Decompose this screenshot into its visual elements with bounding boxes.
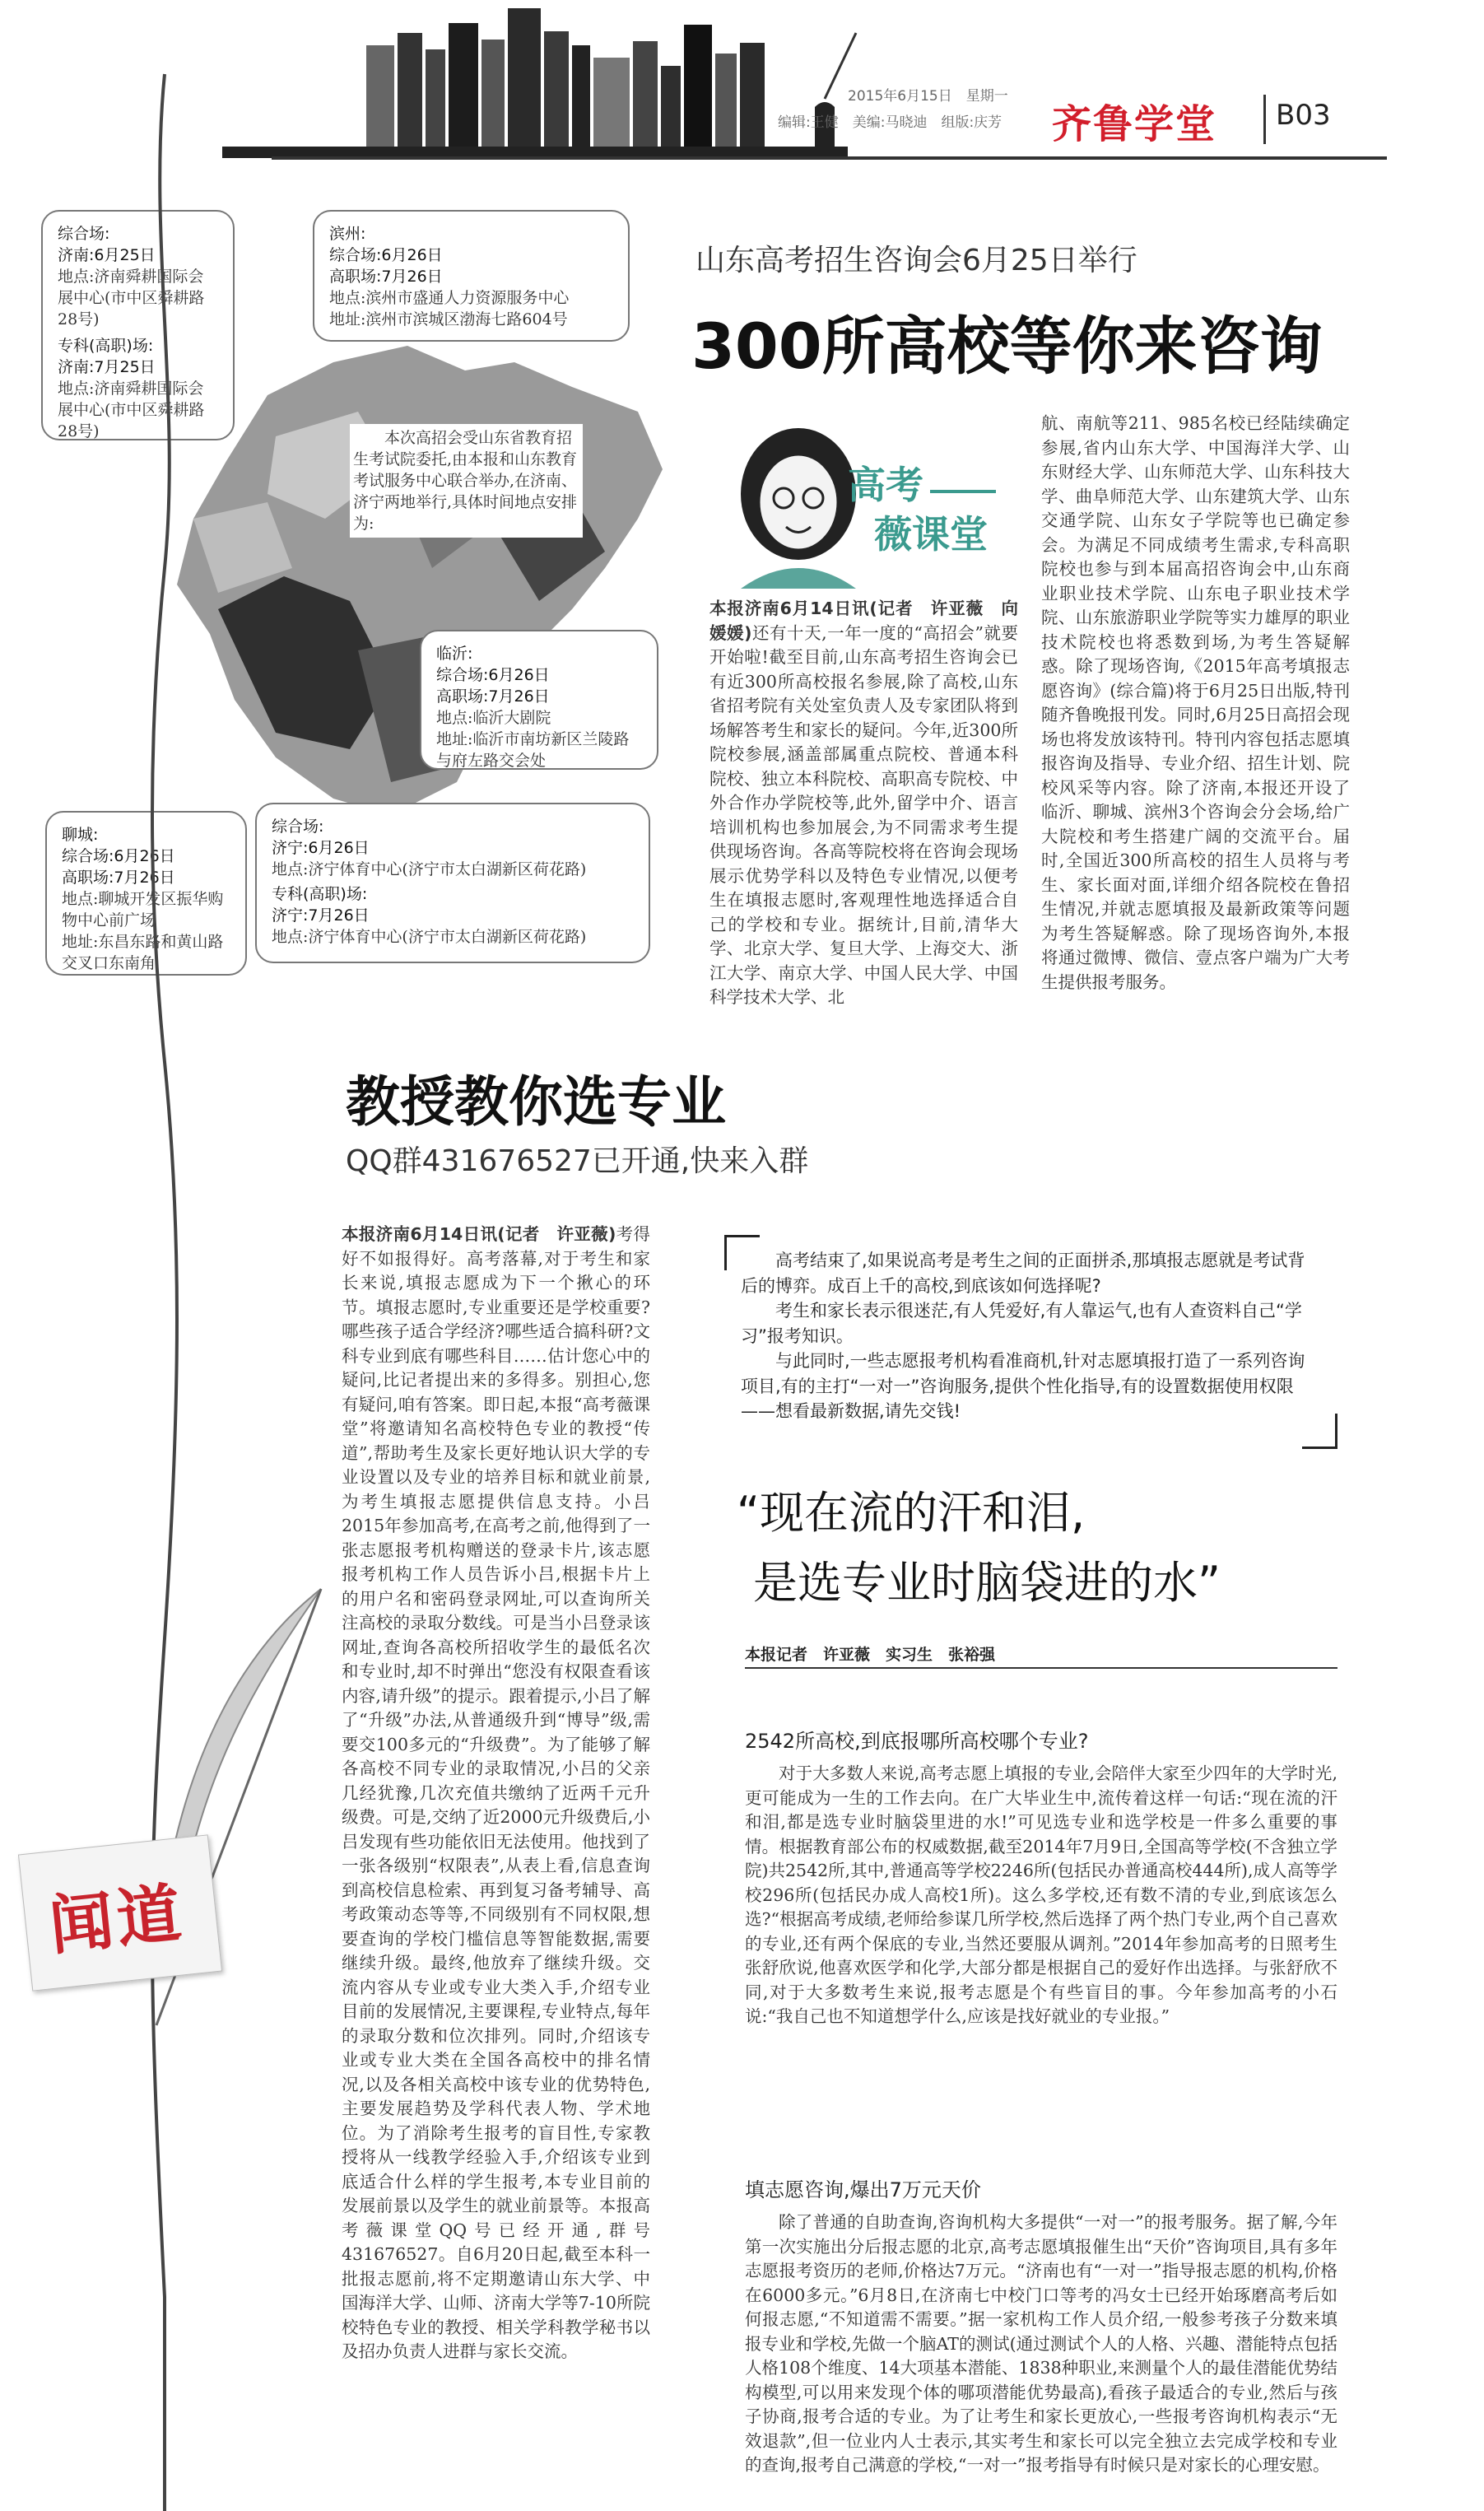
story3-intro-box bbox=[724, 1235, 1337, 1449]
venue-line: 高职场:7月26日 bbox=[62, 869, 175, 887]
story1-col2-text: 航、南航等211、985名校已经陆续确定参展,省内山东大学、中国海洋大学、山东财经大学、山东师范大学、山东科技大学、曲阜师范大学、山东建筑大学、山东交通学院、山东女子学院等也已确定参会。为满足不同成绩考生需求,专科高职院校也参与到本届高招咨询会中,山东商业职业技术学院、山东电子职业技术学院、山东旅游职业学院等实力雄厚的职业技术院校也将悉数到场,为考生答疑解惑。除了现场咨询,《2015年高考填报志愿咨询》(综合篇)将于6月25日出版,特刊随齐鲁晚报刊发。同时,6月25日高招会现场也将发放该特刊。特刊内容包括志愿填报咨询及指导、专业介绍、招生计划、院校风采等内容。除了济南,本报还开设了临沂、聊城、滨州3个咨询会分会场,给广大院校和考生搭建广阔的交流平台。届时,全国近300所高校的招生人员将与考生、家长面对面,详细介绍各院校在鲁招生情况,并就志愿填报及最新政策等问题为考生答疑解惑。除了现场咨询外,本报将通过微博、微信、壹点客户端为广大考生提供报考服务。 bbox=[1041, 413, 1350, 992]
story2-body-text: 考得好不如报得好。高考落幕,对于考生和家长来说,填报志愿成为下一个揪心的环节。填报志愿时,专业重要还是学校重要?哪些孩子适合学经济?哪些适合搞科研?文科专业到底有哪些科目……估计您心中的疑问,比记者提出来的多得多。别担心,您有疑问,咱有答案。即日起,本报“高考薇课堂”将邀请知名高校特色专业的教授“传道”,帮助考生及家长更好地认识大学的专业设置以及专业的培养目标和就业前景,为考生填报志愿提供信息支持。小吕2015年参加高考,在高考之前,他得到了一张志愿报考机构赠送的登录卡片,该志愿报考机构工作人员告诉小吕,根据卡片上的用户名和密码登录网址,可以查询所关注高校的录取分数线。可是当小吕登录该网址,查询各高校所招收学生的最低名次和专业时,却不时弹出“您没有权限查看该内容,请升级”的提示。跟着提示,小吕了解了“升级”办法,从普通级升到“博导”级,需要交100多元的“升级费”。为了能够了解各高校不同专业的录取情况,小吕的父亲几经犹豫,几次充值共缴纳了近两千元升级费。可是,交纳了近2000元升级费后,小吕发现有些功能依旧无法使用。他找到了一张各级别“权限表”,从表上看,信息查询到高校信息检索、再到复习备考辅导、高考政策动态等等,不同级别有不同权限,想要查询的学校门槛信息等智能数据,需要继续升级。最终,他放弃了继续升级。交流内容从专业或专业大类入手,介绍专业目前的发展情况,主要课程,专业特点,每年的录取分数和位次排列。同时,介绍该专业或专业大类在全国各高校中的排名情况,以及各相关高校中该专业的优势特色,主要发展趋势及学科代表人物、学术地位。为了消除考生报考的盲目性,专家教授将从一线教学经验入手,介绍该专业到底适合什么样的学生报考,本专业目前的发展前景以及学生的就业前景等。本报高考薇课堂QQ号已经开通,群号431676527。自6月20日起,截至本科一批报志愿前,将不定期邀请山东大学、中国海洋大学、山师、济南大学等7-10所院校特色专业的教授、相关学科教学秘书以及招办负责人进群与家长交流。 bbox=[342, 1224, 651, 2361]
story2-subhead: QQ群431676527已开通,快来入群 bbox=[346, 1144, 809, 1178]
story3-intro-p2: 考生和家长表示很迷茫,有人凭爱好,有人靠运气,也有人查资料自己“学习”报考知识。 bbox=[741, 1301, 1302, 1346]
venue-title: 综合场: bbox=[272, 818, 324, 836]
venue-line: 地点:滨州市盛通人力资源服务中心 bbox=[329, 289, 570, 307]
venue-jinan-bubble bbox=[41, 210, 235, 440]
venue-line: 地址:临沂市南坊新区兰陵路与府左路交会处 bbox=[436, 730, 630, 770]
story3-subhead-2: 填志愿咨询,爆出7万元天价 bbox=[745, 2178, 981, 2201]
venue-title: 临沂: bbox=[436, 645, 473, 663]
venue-jining-bubble bbox=[255, 803, 650, 963]
venue-title: 专科(高职)场: bbox=[272, 885, 368, 903]
venue-line: 高职场:7月26日 bbox=[329, 268, 443, 286]
venue-line: 地点:济宁体育中心(济宁市太白湖新区荷花路) bbox=[272, 928, 587, 946]
venue-line: 高职场:7月26日 bbox=[436, 687, 550, 706]
venue-line: 综合场:6月26日 bbox=[436, 666, 550, 684]
book-spines-icon bbox=[366, 8, 765, 147]
venue-line: 济南:7月25日 bbox=[58, 358, 156, 376]
column-logo-underline bbox=[930, 490, 996, 493]
venue-line: 地点:聊城开发区振华购物中心前广场 bbox=[62, 890, 224, 929]
story1-column-1 bbox=[709, 597, 1018, 1007]
story3-quote-line1: “现在流的汗和泪, bbox=[737, 1487, 1086, 1539]
books-illustration bbox=[222, 0, 864, 177]
venue-binzhou-bubble bbox=[313, 210, 630, 342]
venue-line: 地点:临沂大剧院 bbox=[436, 709, 551, 727]
map-note: 本次高招会受山东省教育招生考试院委托,由本报和山东教育考试服务中心联合举办,在济南、济宁两地举行,具体时间地点安排为: bbox=[350, 424, 583, 538]
venue-line: 济南:6月25日 bbox=[58, 246, 156, 264]
wendao-logo: 闻道 bbox=[45, 1875, 188, 1964]
story3-section-2 bbox=[745, 2211, 1337, 2474]
story3-quote-line2: 是选专业时脑袋进的水” bbox=[753, 1557, 1221, 1609]
venue-title: 专科(高职)场: bbox=[58, 337, 154, 355]
story3-section-1 bbox=[745, 1762, 1337, 2165]
story1-column-2 bbox=[1041, 412, 1350, 996]
header-editors: 编辑:王健 美编:马晓迪 组版:庆芳 bbox=[778, 114, 1003, 131]
story3-intro bbox=[741, 1248, 1317, 1424]
venue-linyi-bubble bbox=[420, 630, 658, 770]
section-title: 齐鲁学堂 bbox=[1052, 101, 1217, 147]
venue-line: 济宁:6月26日 bbox=[272, 839, 370, 857]
column-logo bbox=[724, 416, 1021, 589]
story1-kicker: 山东高考招生咨询会6月25日举行 bbox=[695, 244, 1137, 277]
venue-line: 地点:济南舜耕国际会展中心(市中区舜耕路28号) bbox=[58, 380, 205, 440]
header-date: 2015年6月15日 星期一 bbox=[848, 88, 1008, 105]
venue-line: 地点:济宁体育中心(济宁市太白湖新区荷花路) bbox=[272, 860, 587, 878]
column-logo-line2: 薇课堂 bbox=[874, 512, 988, 557]
venue-line: 综合场:6月26日 bbox=[329, 246, 443, 264]
story3-subhead-1: 2542所高校,到底报哪所高校哪个专业? bbox=[745, 1730, 1089, 1753]
story1-headline: 300所高校等你来咨询 bbox=[691, 310, 1323, 383]
column-logo-line1: 高考 bbox=[848, 463, 923, 507]
venue-line: 综合场:6月26日 bbox=[62, 847, 175, 865]
story1-byline: 本报济南6月14日讯(记者 许亚薇 向媛媛) bbox=[709, 599, 1018, 643]
story2-byline: 本报济南6月14日讯(记者 许亚薇) bbox=[342, 1224, 616, 1244]
header bbox=[0, 0, 1484, 189]
venue-title: 聊城: bbox=[62, 826, 99, 844]
story1-col1-text: 还有十天,一年一度的“高招会”就要开始啦!截至目前,山东高考招生咨询会已有近300所高校报名参展,除了高校,山东省招考院有关处室负责人及专家团队将到场解答考生和家长的疑问。今年,近300所院校参展,涵盖部属重点院校、普通本科院校、独立本科院校、高职高专院校、中外合作办学院校等,此外,留学中介、语言培训机构也参加展会,为不同需求考生提供现场咨询。各高等院校将在咨询会现场展示优势学科以及特色专业情况,以便考生在填报志愿时,客观理性地选择适合自己的学校和专业。据统计,目前,清华大学、北京大学、复旦大学、上海交大、浙江大学、南京大学、中国人民大学、中国科学技术大学、北 bbox=[709, 622, 1018, 1007]
page-number: B03 bbox=[1276, 99, 1331, 132]
venue-title: 滨州: bbox=[329, 225, 366, 243]
story3-sub1-body: 对于大多数人来说,高考志愿上填报的专业,会陪伴大家至少四年的大学时光,更可能成为一生的工作去向。在广大毕业生中,流传着这样一句话:“现在流的汗和泪,都是选专业时脑袋里进的水!”可见选专业和选学校是一件多么重要的事情。根据教育部公布的权威数据,截至2014年7月9日,全国高等学校(不含独立学院)共2542所,其中,普通高等学校2246所(包括民办普通高校444所),成人高等学校296所(包括民办成人高校1所)。这么多学校,还有数不清的专业,到底该怎么选?“根据高考成绩,老师给参谋几所学校,然后选择了两个热门专业,两个自己喜欢的专业,还有两个保底的专业,当然还要服从调剂。”2014年参加高考的日照考生张舒欣说,他喜欢医学和化学,大部分都是根据自己的爱好作出选择。与张舒欣不同,对于大多数考生来说,报考志愿是个有些盲目的事。今年参加高考的小石说:“我自己也不知道想学什么,应该是找好就业的专业报。” bbox=[745, 1763, 1338, 2026]
venue-line: 地址:滨州市滨城区渤海七路604号 bbox=[329, 310, 568, 328]
wendao-tag bbox=[18, 1834, 222, 1991]
story2-body bbox=[342, 1223, 650, 2445]
header-divider bbox=[1263, 95, 1266, 144]
venue-title: 综合场: bbox=[58, 225, 110, 243]
story3-intro-p3: 与此同时,一些志愿报考机构看准商机,针对志愿填报打造了一系列咨询项目,有的主打“一对一”咨询服务,提供个性化指导,有的设置数据使用权限——想看最新数据,请先交钱! bbox=[741, 1351, 1305, 1421]
venue-line: 地点:济南舜耕国际会展中心(市中区舜耕路28号) bbox=[58, 268, 205, 328]
venue-line: 地址:东昌东路和黄山路交叉口东南角 bbox=[62, 933, 224, 972]
header-rule bbox=[272, 156, 1387, 160]
story2-headline: 教授教你选专业 bbox=[346, 1070, 726, 1134]
story3-sub2-body: 除了普通的自助查询,咨询机构大多提供“一对一”的报考服务。据了解,今年第一次实施出分后报志愿的北京,高考志愿填报催生出“天价”咨询项目,具有多年志愿报考资历的老师,价格达7万元。“济南也有“一对一”指导报志愿的机构,价格在6000多元。”6月8日,在济南七中校门口等考的冯女士已经开始琢磨高考后如何报志愿,“不知道需不需要。”据一家机构工作人员介绍,一般参考孩子分数来填报专业和学校,先做一个脑AT的测试(通过测试个人的人格、兴趣、潜能特点包括人格108个维度、14大项基本潜能、1838种职业,来测量个人的最佳潜能优势结构模型,可以用来发现个体的哪项潜能优势最高),看孩子最适合的专业,然后与孩子协商,报考合适的专业。为了让考生和家长更放心,一些报考咨询机构表示“无效退款”,但一位业内人士表示,其实考生和家长可以完全独立去完成学校和专业的查询,报考自己满意的学校,“一对一”报考指导有时候只是对家长的心理安慰。 bbox=[745, 2212, 1337, 2475]
story3-intro-p1: 高考结束了,如果说高考是考生之间的正面拼杀,那填报志愿就是考试背后的博弈。成百上千的高校,到底该如何选择呢? bbox=[741, 1251, 1305, 1296]
story3-byline-rule bbox=[745, 1667, 1337, 1669]
vine-decoration bbox=[140, 74, 189, 2511]
venue-line: 济宁:7月26日 bbox=[272, 906, 370, 925]
story3-byline: 本报记者 许亚薇 实习生 张裕强 bbox=[745, 1646, 996, 1664]
